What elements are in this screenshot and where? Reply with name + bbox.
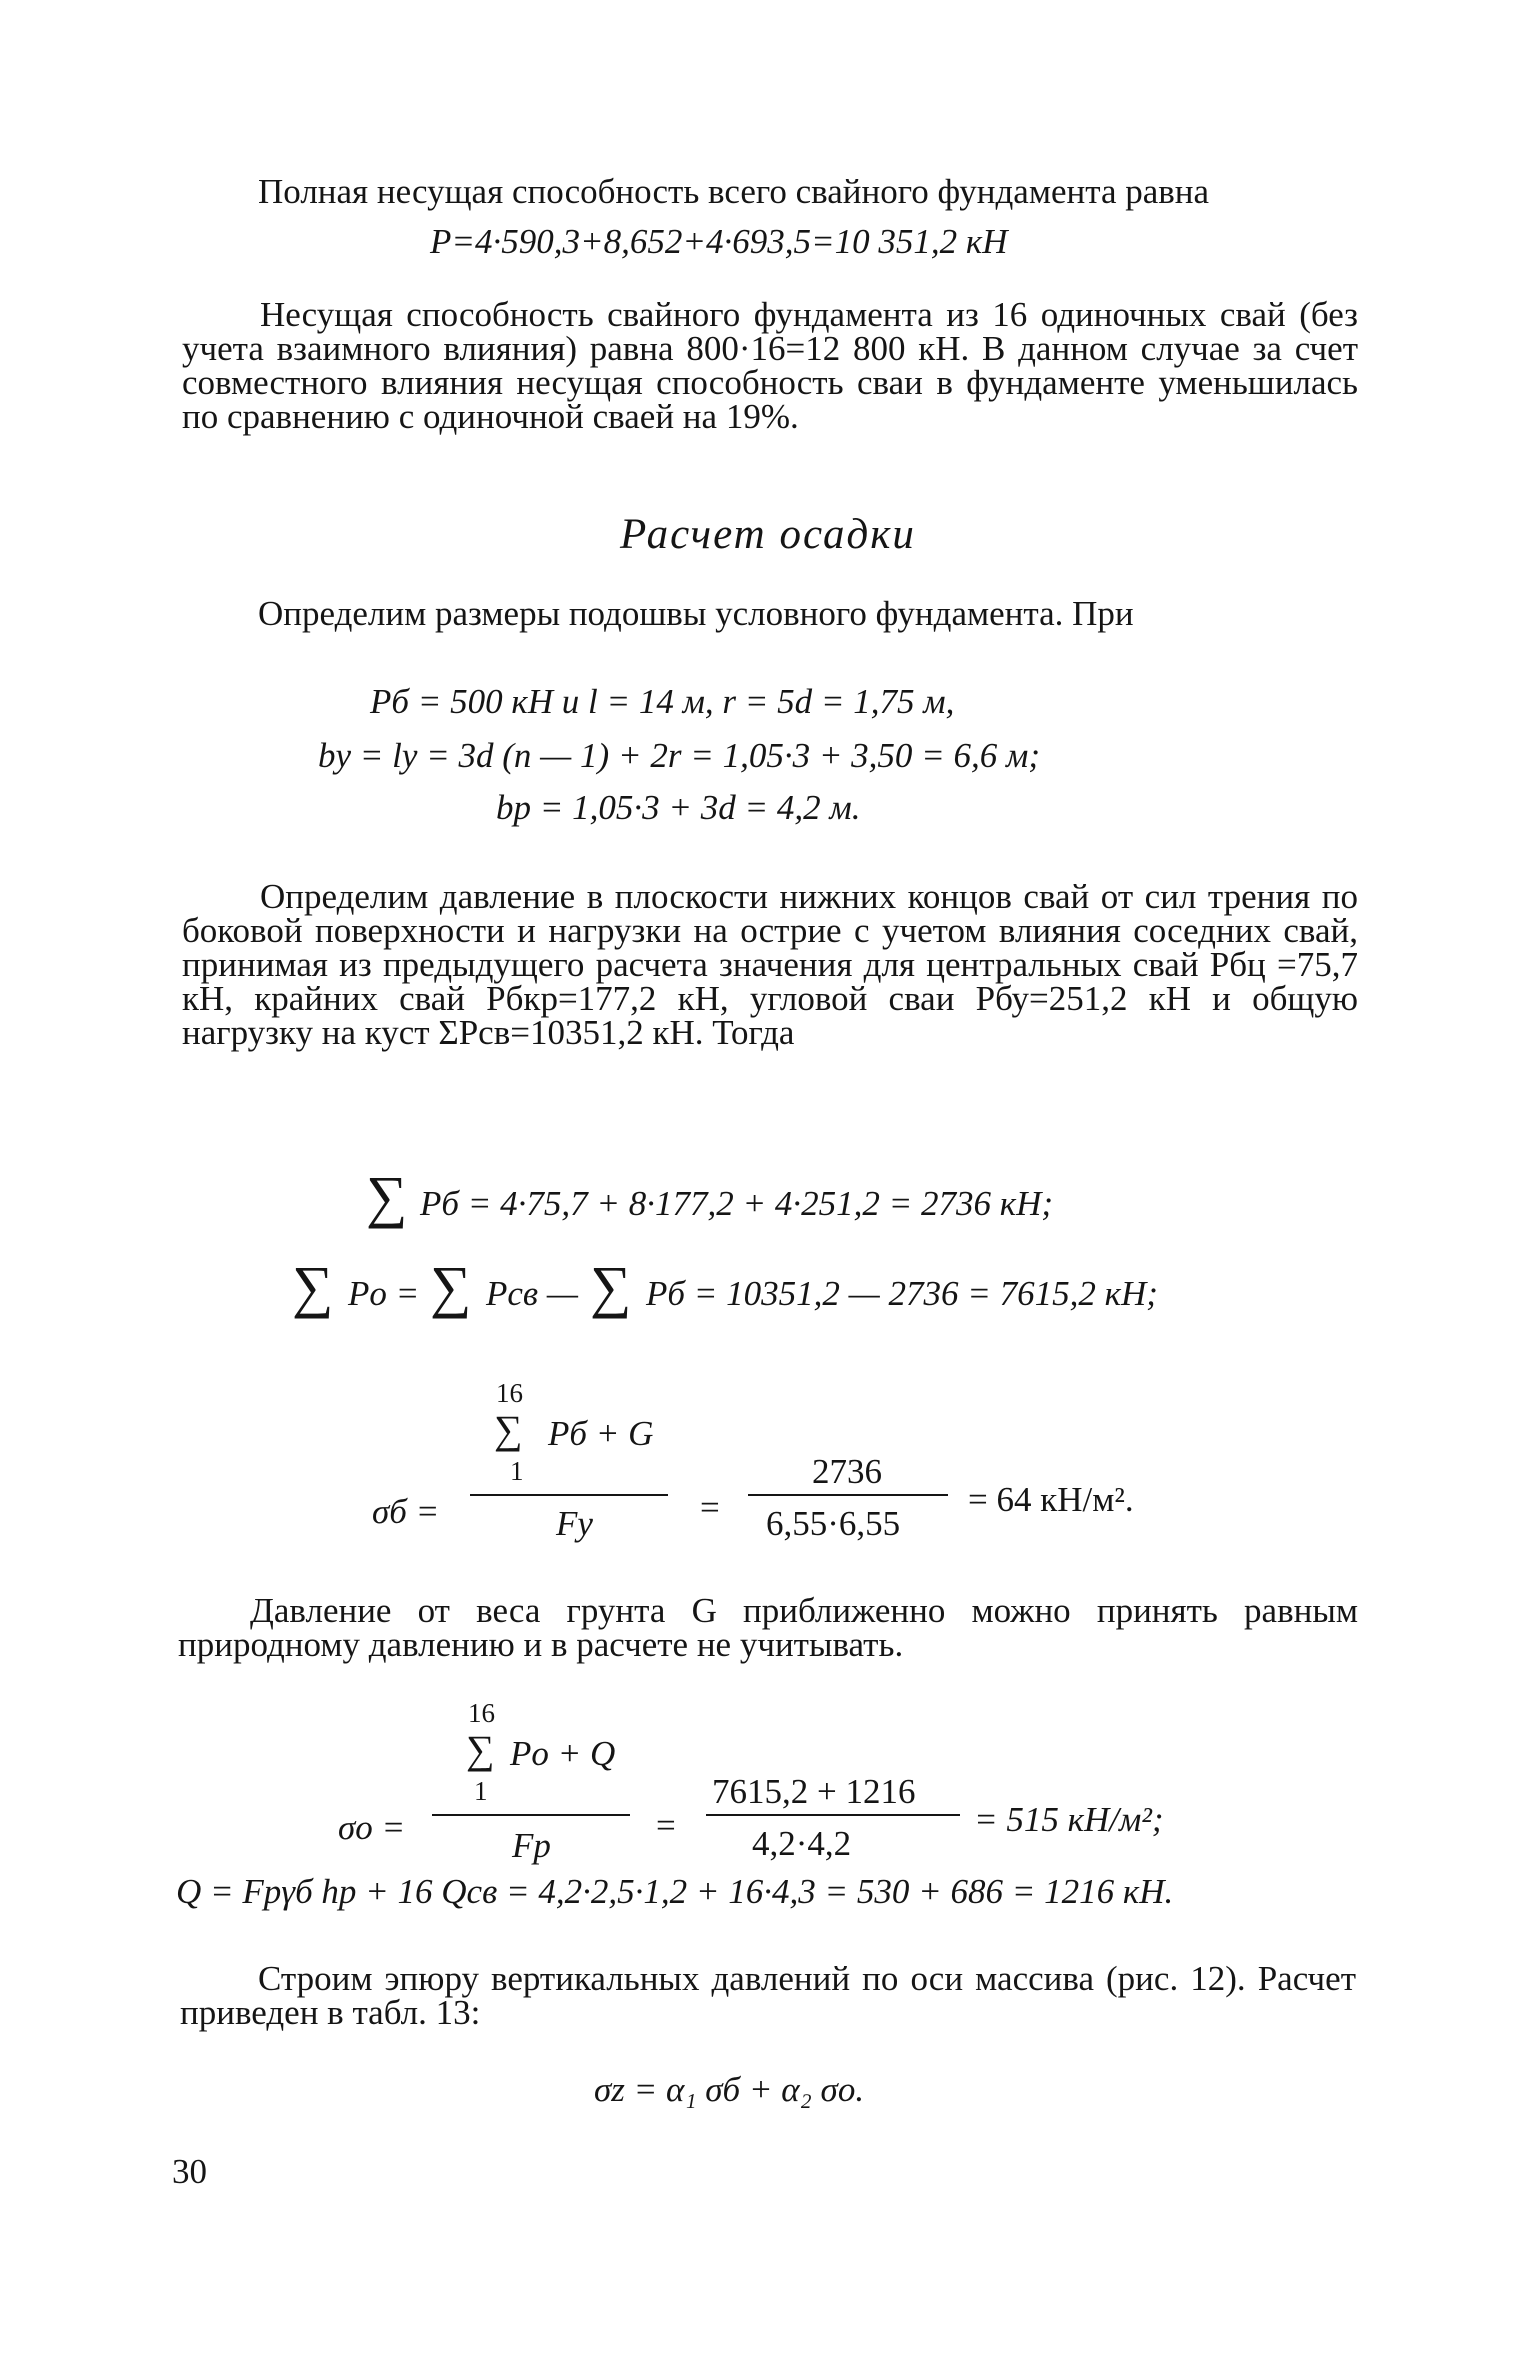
result-value: = 64 кН/м². bbox=[968, 1480, 1134, 1519]
sum-upper-limit: 16 bbox=[468, 1698, 495, 1728]
fraction-numerator: 7615,2 + 1216 bbox=[712, 1772, 916, 1811]
fraction-numerator: Pо + Q bbox=[510, 1734, 616, 1773]
paragraph-pressure bbox=[182, 877, 1358, 1052]
section-heading: Расчет осадки bbox=[620, 511, 916, 558]
fraction-bar bbox=[470, 1494, 668, 1496]
paragraph-diagram-text: Строим эпюру вертикальных давлений по оси массива (рис. 12). Расчет приведен в табл. 13: bbox=[180, 1959, 1356, 2032]
fraction-numerator: 2736 bbox=[812, 1452, 882, 1491]
paragraph-pressure-text: Определим давление в плоскости нижних концов свай от сил трения по боковой поверхности и нагрузки на острие с учетом влияния соседних свай, принимая из предыдущего расчета значения для центральных свай Pбц =75,7 кН, крайних свай Pбкр=177,2 кН, угловой сваи Pбу=251,2 кН и общую нагрузку на куст ΣPсв=10351,2 кН. Тогда bbox=[182, 877, 1358, 1052]
equation-sum-pb: Pб = 4·75,7 + 8·177,2 + 4·251,2 = 2736 кН; bbox=[420, 1184, 1054, 1223]
equation-sigma-z: σz = α₁ σб + α₂ σо. bbox=[594, 2070, 865, 2109]
sum-upper-limit: 16 bbox=[496, 1378, 523, 1408]
fraction-denominator: 6,55·6,55 bbox=[766, 1504, 901, 1543]
fraction-bar bbox=[432, 1814, 630, 1816]
sum-symbol: ∑ bbox=[430, 1254, 472, 1319]
equation-q: Q = Fрγб hр + 16 Qсв = 4,2·2,5·1,2 + 16·4,3 = 530 + 686 = 1216 кН. bbox=[176, 1872, 1174, 1911]
equation-sum-po-part: Pо = bbox=[348, 1274, 420, 1313]
paragraph-dimensions: Определим размеры подошвы условного фундамента. При bbox=[258, 594, 1134, 633]
page-number: 30 bbox=[172, 2152, 207, 2191]
intro-line: Полная несущая способность всего свайного фундамента равна bbox=[258, 172, 1210, 211]
sum-symbol: ∑ bbox=[494, 1407, 523, 1452]
sum-symbol: ∑ bbox=[466, 1727, 495, 1772]
equation-conditional-width: bу = lу = 3d (n — 1) + 2r = 1,05·3 + 3,50 = 6,6 м; bbox=[318, 736, 1041, 775]
equation-sum-pcb-part: Pсв — bbox=[486, 1274, 578, 1313]
fraction-bar bbox=[748, 1494, 948, 1496]
equation-bp: bр = 1,05·3 + 3d = 4,2 м. bbox=[496, 788, 861, 827]
fraction-numerator: Pб + G bbox=[548, 1414, 654, 1453]
fraction-denominator: 4,2·4,2 bbox=[752, 1824, 852, 1863]
fraction-denominator: Fу bbox=[556, 1504, 593, 1543]
sum-lower-limit: 1 bbox=[510, 1456, 524, 1486]
sigma-o-label: σо = bbox=[338, 1808, 406, 1847]
fraction-bar bbox=[706, 1814, 960, 1816]
equation-sum-pb-part: Pб = 10351,2 — 2736 = 7615,2 кН; bbox=[646, 1274, 1158, 1313]
equation-pile-load: Pб = 500 кН и l = 14 м, r = 5d = 1,75 м, bbox=[370, 682, 955, 721]
equals-sign: = bbox=[700, 1488, 720, 1527]
equals-sign: = bbox=[656, 1806, 676, 1845]
sum-lower-limit: 1 bbox=[474, 1776, 488, 1806]
paragraph-soil-weight-text: Давление от веса грунта G приближенно можно принять равным природному давлению и в расчете не учитывать. bbox=[178, 1591, 1358, 1664]
sigma-b-label: σб = bbox=[372, 1492, 440, 1531]
equation-total-capacity: P=4·590,3+8,652+4·693,5=10 351,2 кН bbox=[430, 222, 1008, 261]
sum-symbol: ∑ bbox=[366, 1164, 408, 1229]
paragraph-capacity bbox=[182, 295, 1358, 436]
sum-symbol: ∑ bbox=[292, 1254, 334, 1319]
paragraph-capacity-text: Несущая способность свайного фундамента из 16 одиночных свай (без учета взаимного влияния) равна 800·16=12 800 кН. В данном случае за счет совместного влияния несущая способность сваи в фундаменте уменьшилась по сравнению с одиночной сваей на 19%. bbox=[182, 295, 1358, 436]
paragraph-diagram bbox=[180, 1959, 1356, 2032]
paragraph-soil-weight bbox=[178, 1591, 1358, 1664]
sum-symbol: ∑ bbox=[590, 1254, 632, 1319]
result-value: = 515 кН/м²; bbox=[974, 1800, 1164, 1839]
fraction-denominator: Fр bbox=[512, 1826, 551, 1865]
